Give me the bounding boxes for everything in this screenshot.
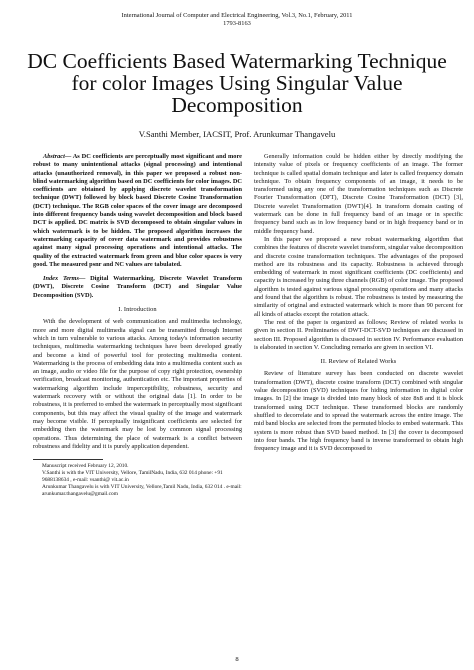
section-heading-introduction: I. Introduction [118,306,157,314]
journal-line: International Journal of Computer and Electrical Engineering, Vol.3, No.1, February, 2011 [121,12,353,19]
footnote-received: Manuscript received February 12, 2010. [42,463,129,470]
footnote-divider [33,459,103,460]
footnotes [33,463,242,498]
related-works-paragraph: Review of literature survey has been conducted on discrete wavelet transformation (DWT), discrete cosine transform (DCT) combined with singular value decomposition (SVD) techniques for hiding information in digital color images. In [2] the image is divided into many block of size 8x8 and it is block transformed using DCT technique. These transformed blocks are randomly shuffled to decorrelate and to spread the watermark across the entire image. The mid band blocks are selected from the permuted blocks to embed watermark. This system is more robust than SVD based method. In [3] the cover is decomposed into four bands. The high frequency band is inverse transformed to obtain high frequency image and it is SVD decomposed to [254,370,463,453]
index-terms-text: — Digital Watermarking, Discrete Wavelet Transform (DWT), Discrete Cosine Transform (DCT) and Singular Value Decomposition (SVD). [33,275,242,299]
abstract-label: Abstract [43,153,65,160]
section-heading-related-works: II. Review of Related Works [320,358,397,366]
index-terms-label: Index Terms [43,275,79,283]
paper-title: DC Coefficients Based Watermarking Technique for color Images Using Singular Value Decomposition [27,49,447,117]
journal-header [0,12,474,28]
index-terms [33,275,242,300]
body-paragraph-2: In this paper we proposed a new robust watermarking algorithm that combines the features of discrete wavelet transform, singular value decomposition and discrete cosine transformation techniques. The advantages of the proposed method are its robustness and its capacity. Robustness is achieved through embedding of watermark in most significant coefficients (DC coefficients) and capacity is increased by using three channels (RGB) of color image. The proposed algorithm is tested against various signal processing operations and many attacks and found that the algorithm is robust. The robustness is tested by measuring the similarity of original and extracted watermark which is more than 90 percent for all kinds of attacks except the rotation attack. [254,235,463,318]
introduction-paragraph: With the development of web communication and multimedia technology, more and more digital multimedia signal can be transmitted through Internet which in turn vulnerable to various attacks. Among today's information security techniques, multimedia watermarking techniques have been developed greatly and become a kind of powerful tool for protecting multimedia content. Watermarking is the process of embedding data into a multimedia content such as an image, audio or video file for the purpose of copy right protection, ownership verification, broadcast monitoring, authentication etc. The important properties of watermarking algorithm include imperceptibility, robustness, security and watermark recovery with or without the original data [1]. In order to be robustness, it is preferred to embed the watermark in perceptually most significant components, but this may affect the visual quality of the image and watermark may become visible. If perceptually insignificant coefficients are selected for embedding then the watermark may be lost by common signal processing operations. Thus determining the place of watermark is a conflict between robustness and fidelity and it is purely application dependent. [33,318,242,450]
author-line: V.Santhi Member, IACSIT, Prof. Arunkumar Thangavelu [138,129,336,139]
abstract-text: — As DC coefficients are perceptually most significant and more robust to many unintentional attacks (signal processing) and intentional attacks (unauthorized removal), in this paper we proposed a robust non-blind watermarking algorithm based on DC coefficients for color images. DC coefficients are obtained by applying discrete wavelet transformation technique (DWT) followed by block based Discrete Cosine Transformation (DCT) technique. The RGB color spaces of the cover image are decomposed into different frequency bands using wavelet decomposition and block based DCT is applied. DC matrix is SVD decomposed to obtain singular values in which watermark is to be hidden. The proposed algorithm increases the watermarking capacity of cover data watermark and provides robustness against many signal processing operations and intentional attacks. The quality of the extracted watermark from green and blue color spaces is very good. The measured psnr and NC values are tabulated. [33,153,242,268]
body-paragraph-1: Generally information could be hidden either by directly modifying the intensity value of pixels or frequency coefficients of an image. The former technique is called spatial domain technique and later is called frequency domain technique. To obtain frequency components of an image, it needs to be transformed using any one of the transformation techniques such as Discrete Fourier Transformation (DFT), Discrete Cosine Transformation (DCT) [3], Discrete wavelet Transformation (DWT)[4]. In transform domain casting of watermark can be done in full frequency band of an image or in specific frequency band such as in low frequency band or in high frequency band or in middle frequency band. [254,153,463,235]
footnote-author-1: V.Santhi is with the VIT University, Vellore, TamilNadu, India, 632 014 phone: +91 9688138634 , e-mail: vsanthi@ vit.ac.in [42,470,223,484]
body-paragraph-3: The rest of the paper is organized as follows; Review of related works is given in section II. Preliminaries of DWT-DCT-SVD techniques are discussed in section III. Proposed algorithm is discussed in section IV. Performance evaluation is elaborated in section V. Concluding remarks are given in section VI. [254,318,463,351]
right-column [254,153,463,453]
left-column [33,153,242,498]
abstract [33,153,242,269]
issn-line: 1793-8163 [223,20,251,27]
footnote-author-2: Arunkumar Thangavelu is with VIT University, Vellore,Tamil Nadu, India, 632 014 . e-mail: arunkumar.thangavelu@gmail.com [42,484,242,498]
page-number: 8 [235,656,239,663]
